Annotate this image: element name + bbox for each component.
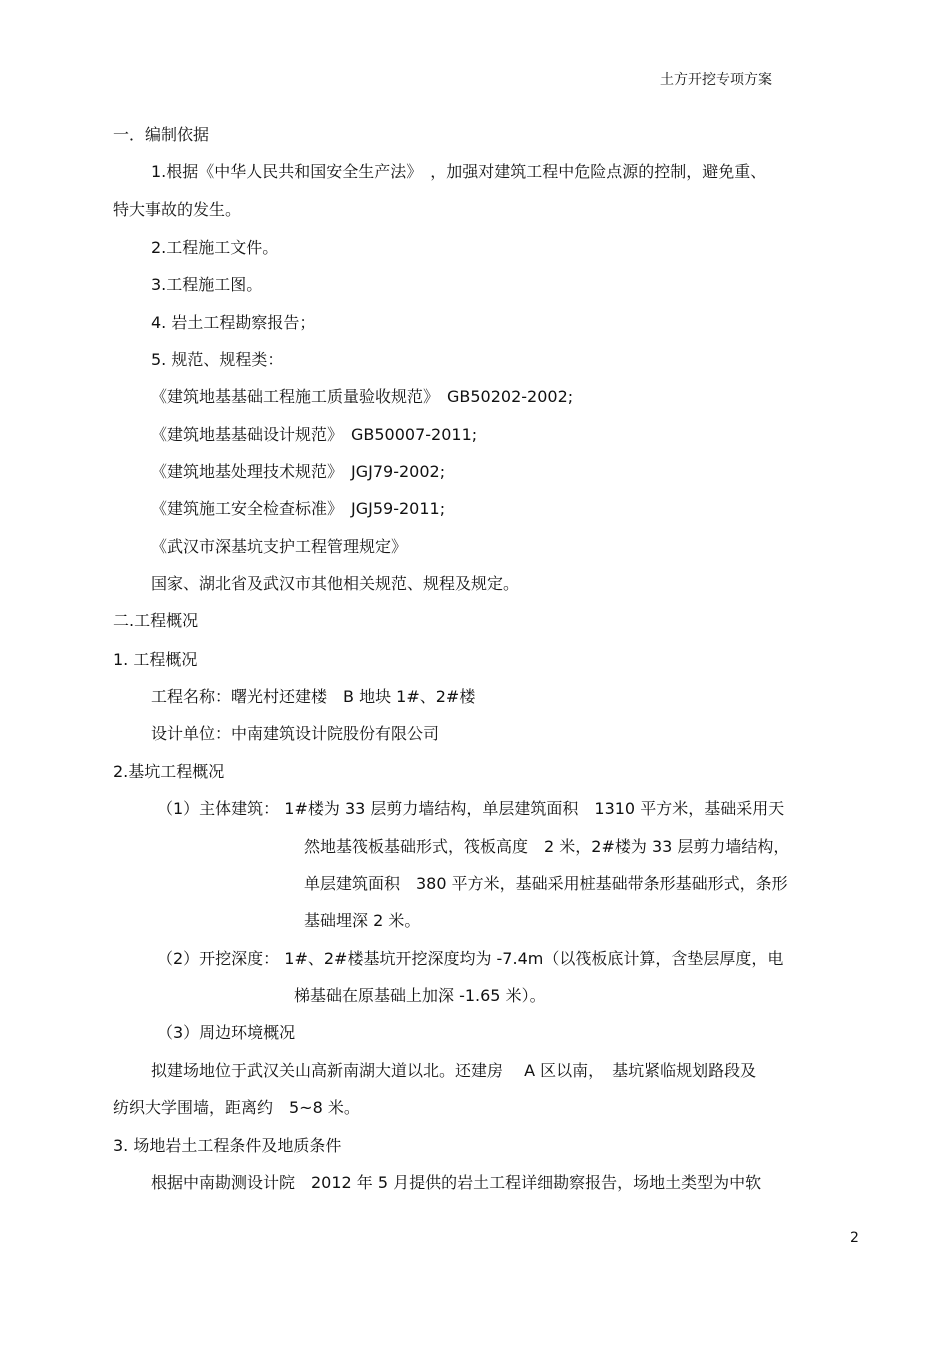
paragraph-line: （3）周边环境概况	[157, 1023, 296, 1042]
paragraph-line: 工程名称：曙光村还建楼 B 地块 1#、2#楼	[151, 687, 476, 706]
paragraph-line: 纺织大学围墙，距离约 5~8 米。	[113, 1098, 360, 1117]
standard-item: 《建筑地基基础工程施工质量验收规范》 GB50202-2002;	[151, 387, 574, 406]
section-2-heading: 二.工程概况	[113, 611, 199, 630]
paragraph-line: 拟建场地位于武汉关山高新南湖大道以北。还建房 A 区以南， 基坑紧临规划路段及	[151, 1061, 757, 1080]
paragraph-line: 特大事故的发生。	[113, 200, 242, 219]
paragraph-line: 根据中南勘测设计院 2012 年 5 月提供的岩土工程详细勘察报告，场地土类型为中软	[151, 1173, 762, 1192]
page-number: 2	[850, 1230, 859, 1246]
section-1-heading: 一．编制依据	[113, 125, 210, 144]
paragraph-line: （1）主体建筑： 1#楼为 33 层剪力墙结构，单层建筑面积 1310 平方米，基础采用天	[157, 799, 785, 818]
paragraph-line: 4. 岩土工程勘察报告；	[151, 313, 316, 332]
standard-item: 《建筑施工安全检查标准》 JGJ59-2011;	[151, 499, 446, 518]
paragraph-line: 国家、湖北省及武汉市其他相关规范、规程及规定。	[151, 574, 520, 593]
standard-item: 《建筑地基处理技术规范》 JGJ79-2002;	[151, 462, 446, 481]
paragraph-line: 1.根据《中华人民共和国安全生产法》 ，加强对建筑工程中危险点源的控制，避免重、	[151, 162, 767, 181]
paragraph-line: （2）开挖深度： 1#、2#楼基坑开挖深度均为 -7.4m（以筏板底计算，含垫层厚度，电	[157, 949, 784, 968]
subsection-heading: 2.基坑工程概况	[113, 762, 225, 781]
paragraph-line: 5. 规范、规程类：	[151, 350, 284, 369]
paragraph-line: 然地基筏板基础形式，筏板高度 2 米，2#楼为 33 层剪力墙结构，	[304, 837, 790, 856]
paragraph-line: 2.工程施工文件。	[151, 238, 279, 257]
standard-item: 《武汉市深基坑支护工程管理规定》	[151, 537, 408, 556]
subsection-heading: 1. 工程概况	[113, 650, 198, 669]
subsection-heading: 3. 场地岩土工程条件及地质条件	[113, 1136, 342, 1155]
paragraph-line: 单层建筑面积 380 平方米，基础采用桩基础带条形基础形式，条形	[304, 874, 788, 893]
paragraph-line: 基础埋深 2 米。	[304, 911, 421, 930]
standard-item: 《建筑地基基础设计规范》 GB50007-2011;	[151, 425, 478, 444]
page-header-title: 土方开挖专项方案	[660, 72, 772, 88]
paragraph-line: 3.工程施工图。	[151, 275, 263, 294]
paragraph-line: 设计单位：中南建筑设计院股份有限公司	[151, 724, 440, 743]
paragraph-line: 梯基础在原基础上加深 -1.65 米）。	[294, 986, 546, 1005]
